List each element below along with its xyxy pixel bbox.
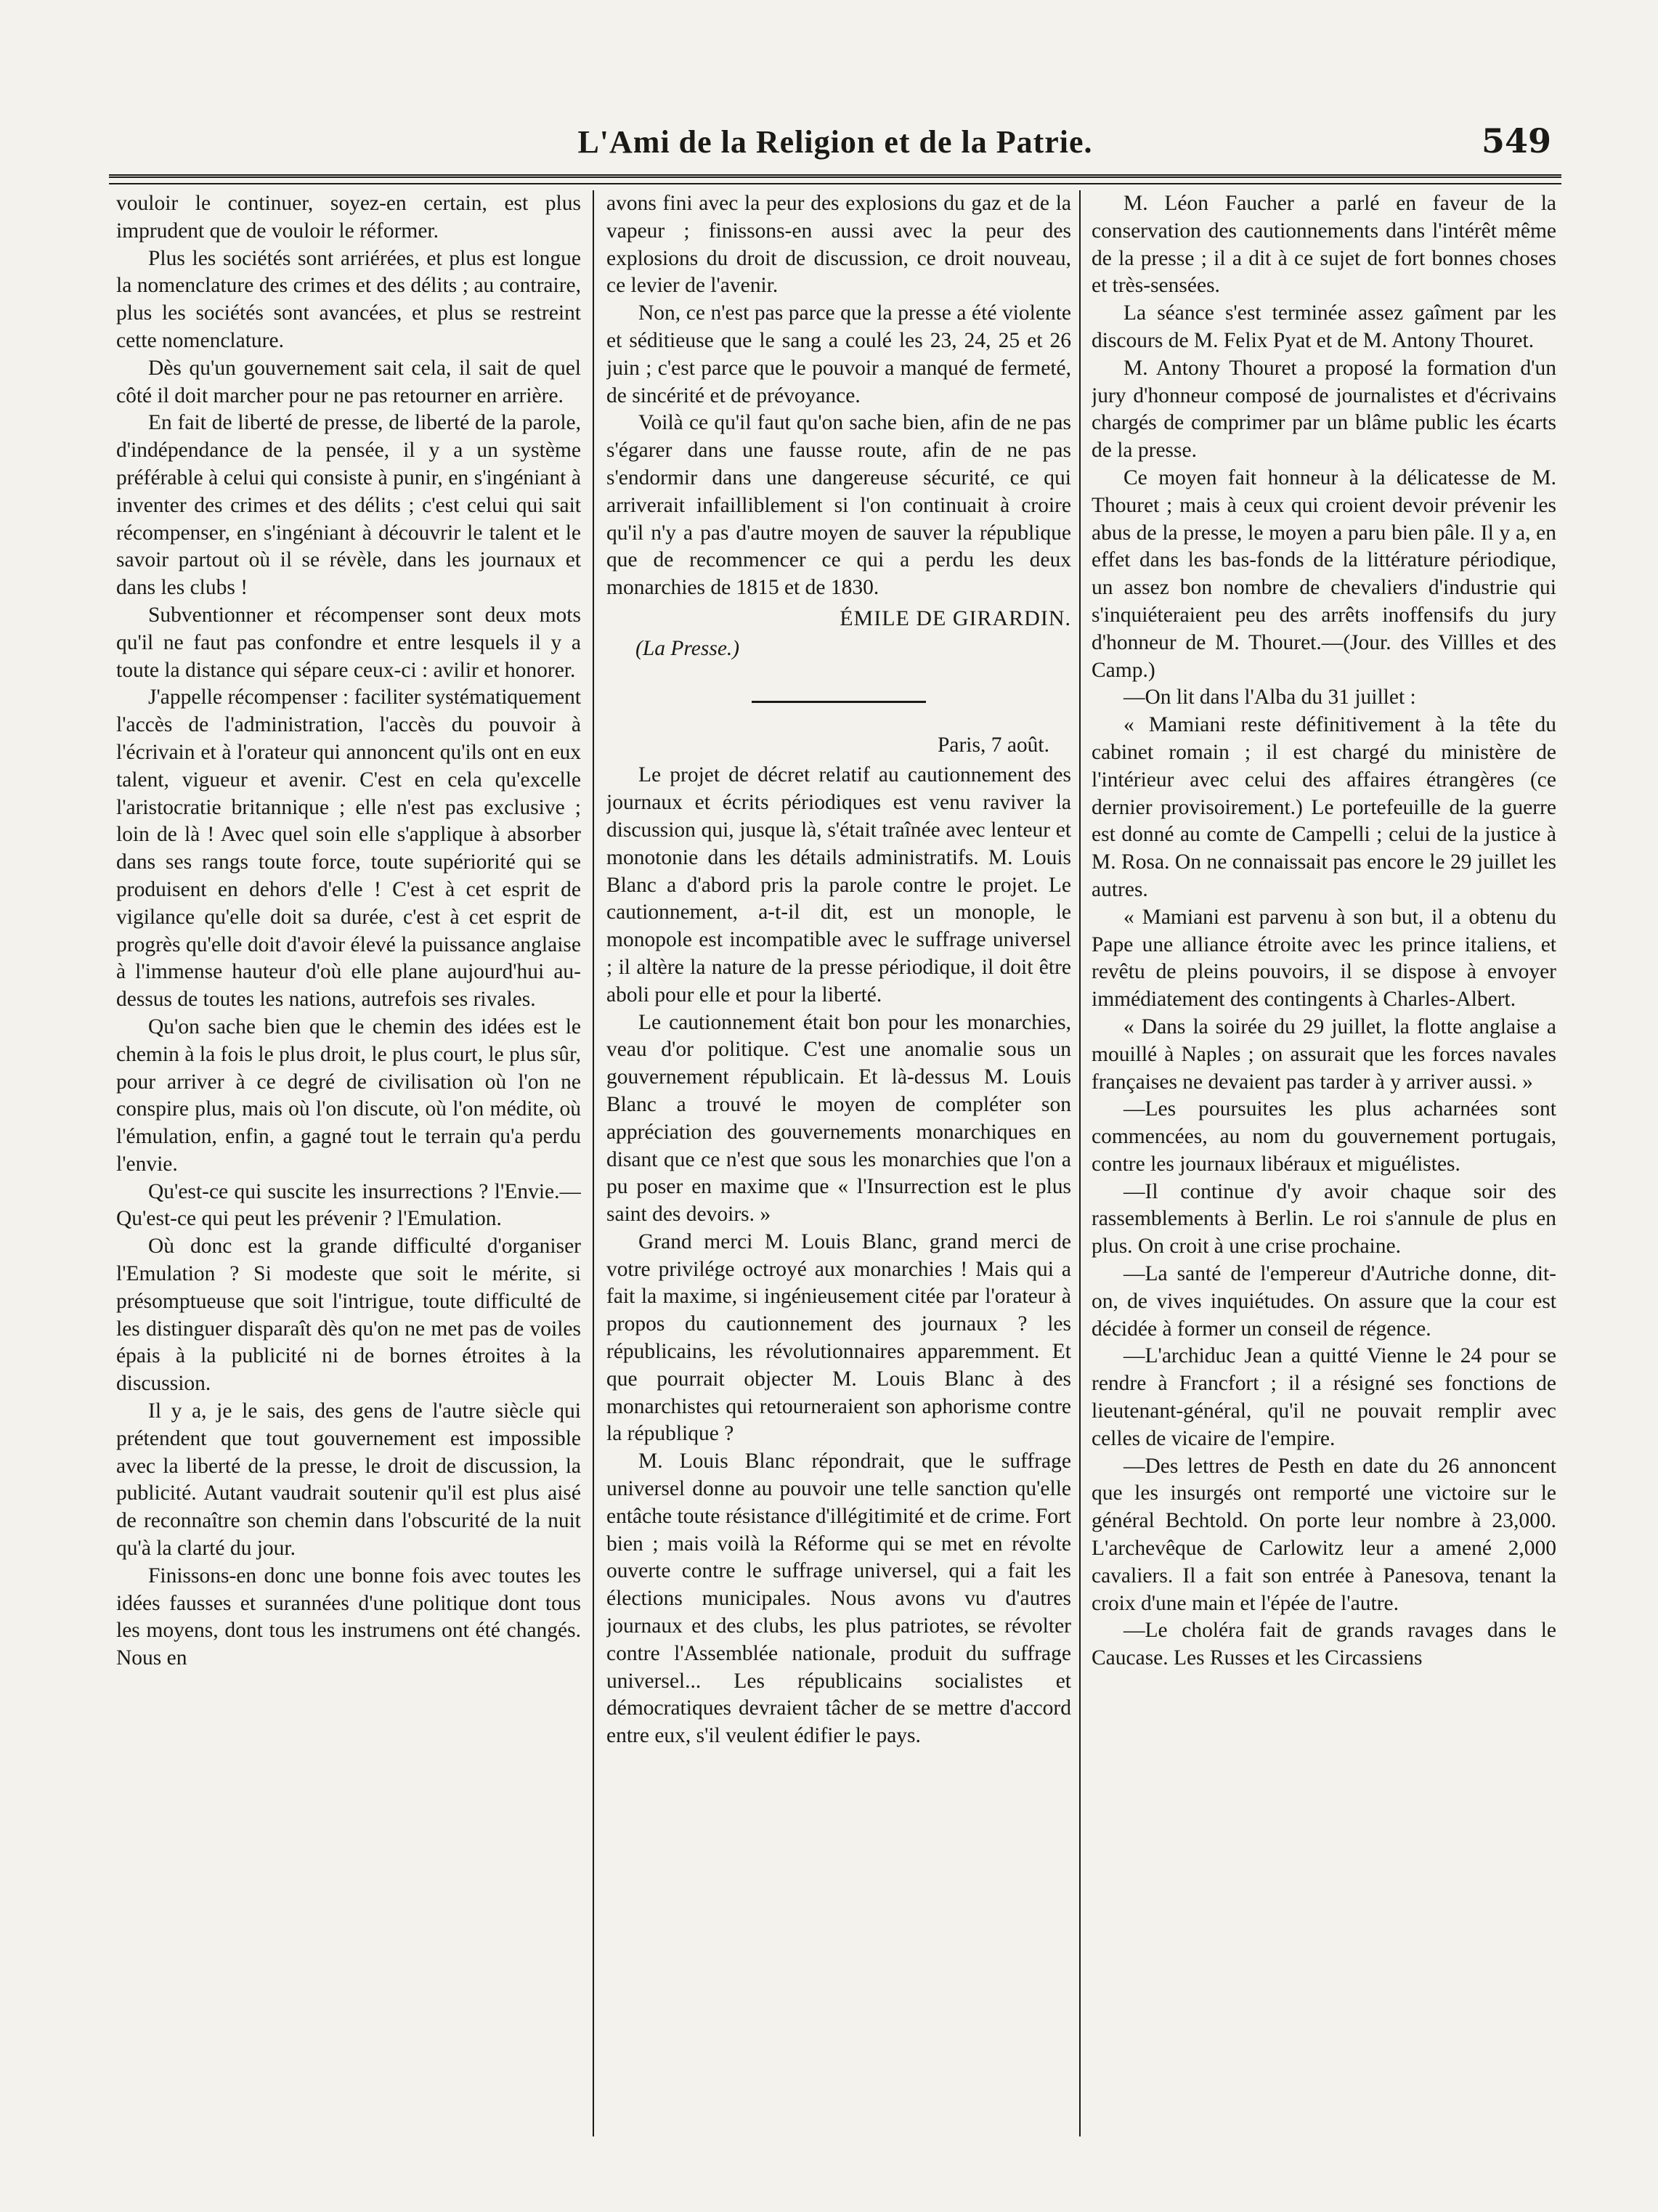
source-label: (La Presse.) — [635, 636, 740, 660]
paragraph: Subventionner et récompenser sont deux mots qu'il ne faut pas confondre et entre lesquels il y a toute la distance qui sépare ceux-ci : avilir et honorer. — [116, 603, 581, 682]
paragraph: M. Léon Faucher a parlé en faveur de la conservation des cautionnements dans l'intérêt même de la presse ; il a dit à ce sujet de fort bonnes choses et très-sensées. — [1092, 192, 1556, 298]
paragraph: En fait de liberté de presse, de liberté de la parole, d'indépendance de la pensée, il y a un système préférable à celui qui consiste à punir, en s'ingéniant à inventer des crimes et des délits ; c'est celui qui sait récompenser, en s'ingéniant à découvrir le talent et le savoir partout où il se révèle, dans les journaux et dans les clubs ! — [116, 411, 581, 600]
author-signature: ÉMILE DE GIRARDIN. — [840, 606, 1071, 630]
paragraph: —Il continue d'y avoir chaque soir des rassemblements à Berlin. Le roi s'annule de plus en plus. On croit à une crise prochaine. — [1092, 1179, 1556, 1259]
paragraph: —On lit dans l'Alba du 31 juillet : — [1123, 686, 1416, 709]
paragraph: vouloir le continuer, soyez-en certain, est plus imprudent que de vouloir le réformer. — [116, 192, 581, 243]
paragraph: —Le choléra fait de grands ravages dans le Caucase. Les Russes et les Circassiens — [1092, 1619, 1556, 1670]
paragraph: Le projet de décret relatif au cautionnement des journaux et écrits périodiques est venu raviver la discussion qui, jusque là, s'était traînée avec lenteur et monotonie dans les détails administratifs. M. Louis Blanc a d'abord pris la parole contre le projet. Le cautionnement, a-t-il dit, est un monople, le monopole est incompatible avec le suffrage universel ; il altère la nature de la presse périodique, il doit être aboli pour elle et pour la liberté. — [606, 763, 1071, 1007]
paragraph: Qu'on sache bien que le chemin des idées est le chemin à la fois le plus droit, le plus court, le plus sûr, pour arriver à ce degré de civilisation où l'on ne conspire plus, mais où l'on discute, où l'on médite, où l'émulation, enfin, a gagné tout le terrain qu'a perdu l'envie. — [116, 1014, 581, 1176]
page-number: 549 — [1481, 121, 1551, 160]
paragraph: —Des lettres de Pesth en date du 26 annoncent que les insurgés ont remporté une victoire sur le général Bechtold. On porte leur nombre à 23,000. L'archevêque de Carlowitz leur a amené 2,000 cavaliers. Il a fait son entrée à Panesova, tenant la croix d'une main et l'épée de l'autre. — [1092, 1454, 1556, 1615]
paragraph: avons fini avec la peur des explosions du gaz et de la vapeur ; finissons-en aussi avec la peur des explosions du droit de discussion, ce droit nouveau, ce levier de l'avenir. — [606, 192, 1071, 298]
column-2 — [606, 190, 1071, 2136]
paragraph: M. Louis Blanc répondrait, que le suffrage universel donne au pouvoir une telle sanction qu'elle entâche toute résistance d'illégitimité et de crime. Fort bien ; mais voilà la Réforme qui se met en révolte ouverte contre le suffrage universel, qui a fait les élections municipales. Nous avons vu d'autres journaux et des clubs, les plus patriotes, se révolter contre l'Assemblée nationale, produit du suffrage universel... Les républicains socialistes et démocratiques devraient tâcher de se mettre d'accord entre eux, s'il veulent édifier le pays. — [606, 1449, 1071, 1748]
running-title: L'Ami de la Religion et de la Patrie. — [577, 124, 1093, 160]
column-1 — [116, 190, 581, 2136]
paragraph: Plus les sociétés sont arriérées, et plus est longue la nomenclature des crimes et des délits ; au contraire, plus les sociétés sont avancées, et plus se restreint cette nomenclature. — [116, 246, 581, 352]
column-3 — [1092, 190, 1556, 2136]
paragraph: Il y a, je le sais, des gens de l'autre siècle qui prétendent que tout gouvernement est impossible avec la liberté de la presse, le droit de discussion, la publicité. Autant vaudrait soutenir qu'il est plus aisé de reconnaître son chemin dans l'obscurité de la nuit qu'à la clarté du jour. — [116, 1399, 581, 1561]
column-divider-2 — [1079, 190, 1081, 2136]
paragraph: Qu'est-ce qui suscite les insurrections ? l'Envie.—Qu'est-ce qui peut les prévenir ? l'Emulation. — [116, 1179, 581, 1231]
article-source — [606, 635, 1071, 663]
paragraph: —La santé de l'empereur d'Autriche donne, dit-on, de vives inquiétudes. On assure que la cour est décidée à former un conseil de régence. — [1092, 1262, 1556, 1341]
paragraph: Voilà ce qu'il faut qu'on sache bien, afin de ne pas s'égarer dans une fausse route, afin de ne pas s'endormir dans une dangereuse sécurité, ce qui arriverait infailliblement si l'on continuait à croire qu'il n'y a pas d'autre moyen de sauver la république que de recommencer ce qui a perdu les deux monarchies de 1815 et de 1830. — [606, 411, 1071, 600]
header-rule-thin — [109, 183, 1561, 184]
paragraph: Non, ce n'est pas parce que la presse a été violente et séditieuse que le sang a coulé les 23, 24, 25 et 26 juin ; c'est parce que le pouvoir a manqué de fermeté, de sincérité et de prévoyance. — [606, 301, 1071, 407]
paragraph: « Mamiani est parvenu à son but, il a obtenu du Pape une alliance étroite avec les prince italiens, et revêtu de pleins pouvoirs, il se dispose à envoyer immédiatement des contingents à Charles-Albert. — [1092, 905, 1556, 1012]
paragraph: La séance s'est terminée assez gaîment par les discours de M. Felix Pyat et de M. Antony Thouret. — [1092, 301, 1556, 352]
paragraph: Où donc est la grande difficulté d'organiser l'Emulation ? Si modeste que soit le mérite, si présomptueuse que soit l'intrigue, toute difficulté de les distinguer disparaît dès qu'on ne met pas de voiles épais à la publicité ni de bornes étroites à la discussion. — [116, 1235, 581, 1396]
paragraph: « Dans la soirée du 29 juillet, la flotte anglaise a mouillé à Naples ; on assurait que les forces navales françaises ne devaient pas tarder à y arriver aussi. » — [1092, 1014, 1556, 1094]
header-rule — [109, 174, 1561, 178]
paragraph: Ce moyen fait honneur à la délicatesse de M. Thouret ; mais à ceux qui croient devoir prévenir les abus de la presse, le moyen a paru bien pâle. Il y a, en effet dans les bas-fonds de la littérature périodique, un assez bon nombre de chevaliers d'industrie qui s'inquiéteraient peu des arrêts inoffensifs du jury d'honneur de M. Thouret.—(Jour. des Villles et des Camp.) — [1092, 465, 1556, 682]
page-header — [109, 76, 1561, 171]
paragraph: —L'archiduc Jean a quitté Vienne le 24 pour se rendre à Francfort ; il a résigné ses fonctions de lieutenant-général, qu'il ne pouvait remplir avec celles de vicaire de l'empire. — [1092, 1344, 1556, 1450]
paragraph: Dès qu'un gouvernement sait cela, il sait de quel côté il doit marcher pour ne pas retourner en arrière. — [116, 356, 581, 407]
section-separator — [752, 701, 926, 703]
paragraph: Finissons-en donc une bonne fois avec toutes les idées fausses et surannées d'une politique dont tous les moyens, dont tous les instrumens ont été changés. Nous en — [116, 1564, 581, 1670]
paragraph: J'appelle récompenser : faciliter systématiquement l'accès de l'administration, l'accès du pouvoir à l'écrivain et à l'orateur qui annoncent qu'ils ont en eux talent, vigueur et avenir. C'est en cela qu'excelle l'aristocratie britannique ; elle n'est pas exclusive ; loin de là ! Avec quel soin elle s'applique à absorber dans ses rangs toute force, toute supériorité qui se produisent en dehors d'elle ! C'est à cet esprit de vigilance qu'elle doit sa durée, c'est à cet esprit de progrès qu'elle doit d'avoir élevé la puissance anglaise à l'immense hauteur d'où elle plane aujourd'hui au-dessus de toutes les nations, autrefois ses rivales. — [116, 686, 581, 1012]
dateline: Paris, 7 août. — [937, 733, 1049, 757]
column-divider-1 — [593, 190, 594, 2136]
paragraph: M. Antony Thouret a proposé la formation d'un jury d'honneur composé de journalistes et d'écrivains chargés de comprimer par un blâme public les écarts de la presse. — [1092, 356, 1556, 463]
paragraph: Le cautionnement était bon pour les monarchies, veau d'or politique. C'est une anomalie sous un gouvernement républicain. Et là-dessus M. Louis Blanc a trouvé le moyen de compléter son appréciation des gouvernements monarchiques en disant que ce n'est que sous les monarchies que l'on a pu poser en maxime que « l'Insurrection est le plus saint des devoirs. » — [606, 1010, 1071, 1227]
paragraph: « Mamiani reste définitivement à la tête du cabinet romain ; il est chargé du ministère de l'intérieur avec celui des affaires étrangères (ce dernier provisoirement.) Le portefeuille de la guerre est donné au comte de Campelli ; celui de la justice à M. Rosa. On ne connaissait pas encore le 29 juillet les autres. — [1092, 713, 1556, 901]
paragraph: —Les poursuites les plus acharnées sont commencées, au nom du gouvernement portugais, contre les journaux libéraux et miguélistes. — [1092, 1097, 1556, 1176]
paragraph: Grand merci M. Louis Blanc, grand merci de votre privilége octroyé aux monarchies ! Mais qui a fait la maxime, si ingénieusement citée par l'orateur à propos du cautionnement des journaux ? les républicains, les révolutionnaires apparemment. Et que pourrait objecter M. Louis Blanc à des monarchistes qui retourneraient son aphorisme contre la république ? — [606, 1229, 1071, 1446]
